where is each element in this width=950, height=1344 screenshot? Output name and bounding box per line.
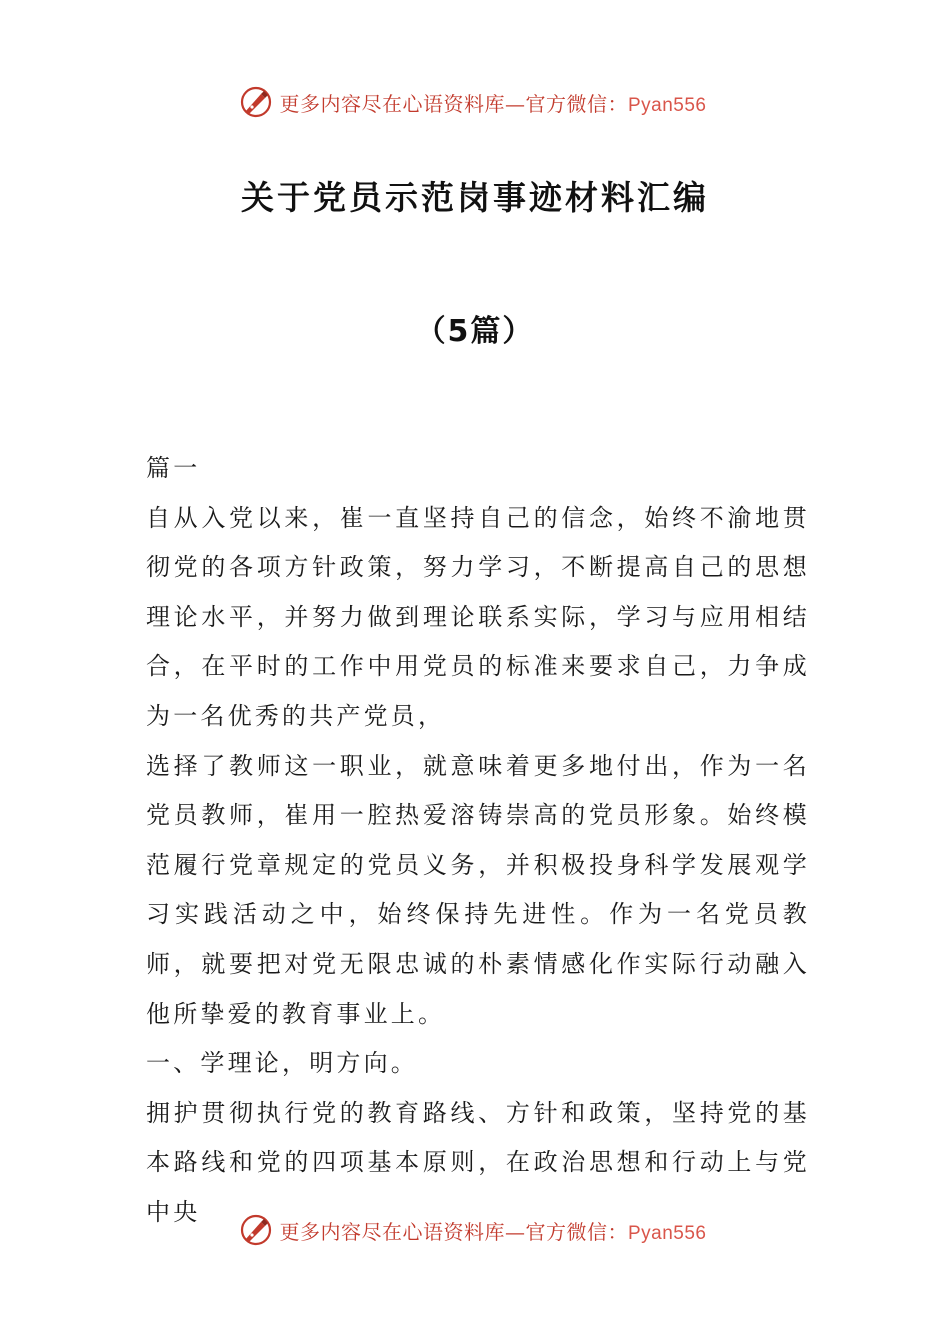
subsection-heading: 一、学理论，明方向。 [146, 1049, 418, 1078]
header-watermark [239, 85, 706, 119]
document-title: 关于党员示范岗事迹材料汇编 [241, 178, 709, 217]
document-body [146, 444, 810, 1238]
footer-watermark-banner [0, 1208, 950, 1252]
wechat-handle: Pyan556 [627, 94, 707, 116]
watermark-text: 更多内容尽在心语资料库—官方微信：Pyan556 [279, 1219, 707, 1244]
header-watermark-banner [0, 80, 950, 124]
document-subtitle: （5篇） [415, 314, 535, 349]
watermark-text: 更多内容尽在心语资料库—官方微信：Pyan556 [279, 91, 707, 116]
pen-nib-logo-icon [239, 1213, 273, 1247]
body-paragraph: 拥护贯彻执行党的教育路线、方针和政策，坚持党的基本路线和党的四项基本原则，在政治思想和行动上与党中央 [146, 1098, 810, 1226]
section-heading: 篇一 [146, 454, 201, 482]
body-paragraph: 选择了教师这一职业，就意味着更多地付出，作为一名党员教师，崔用一腔热爱溶铸崇高的党员形象。始终模范履行党章规定的党员义务，并积极投身科学发展观学习实践活动之中，始终保持先进性。作为一名党员教师，就要把对党无限忠诚的朴素情感化作实际行动融入他所挚爱的教育事业上。 [146, 751, 810, 1028]
footer-watermark [239, 1213, 706, 1247]
wechat-handle: Pyan556 [627, 1222, 707, 1244]
pen-nib-logo-icon [239, 85, 273, 119]
body-paragraph: 自从入党以来，崔一直坚持自己的信念，始终不渝地贯彻党的各项方针政策，努力学习，不断提高自己的思想理论水平，并努力做到理论联系实际，学习与应用相结合，在平时的工作中用党员的标准来要求自己，力争成为一名优秀的共产党员， [146, 503, 810, 730]
